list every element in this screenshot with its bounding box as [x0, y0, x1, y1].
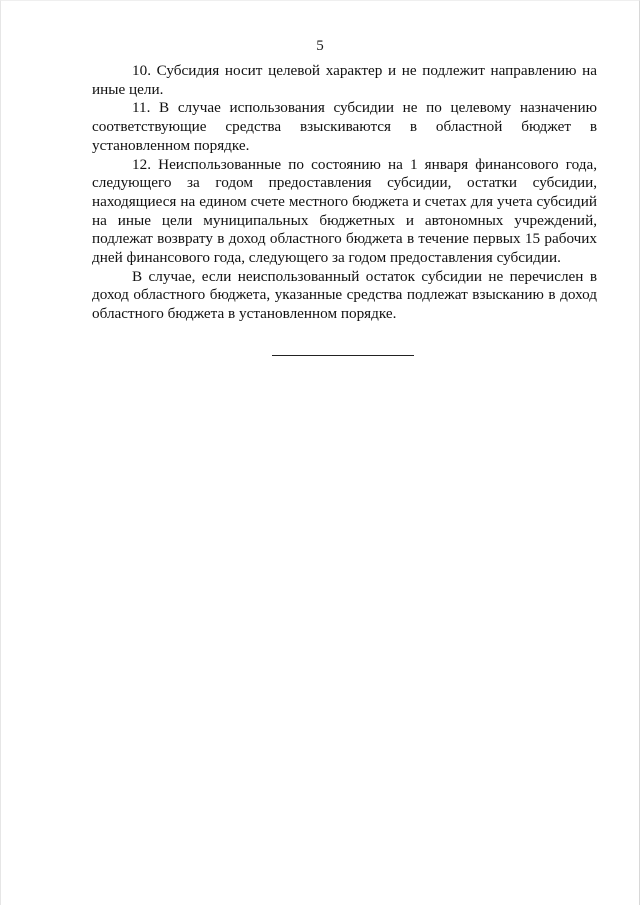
paragraph-12-continuation: В случае, если неиспользованный остаток субсидии не перечислен в доход областного бюджета, указанные средства подлежат взысканию в доход областного бюджета в установленном порядке. [92, 267, 597, 323]
paragraph-12: 12. Неиспользованные по состоянию на 1 января финансового года, следующего за годом предоставления субсидии, остатки субсидии, находящиеся на едином счете местного бюджета и счетах для учета субсидий на иные цели муниципальных бюджетных и автономных учреждений, подлежат возврату в доход областного бюджета в течение первых 15 рабочих дней финансового года, следующего за годом предоставления субсидии. [92, 155, 597, 267]
end-separator-line [272, 355, 414, 356]
paragraph-10: 10. Субсидия носит целевой характер и не подлежит направлению на иные цели. [92, 62, 597, 98]
document-body [92, 62, 597, 324]
page-number: 5 [316, 38, 324, 54]
paragraph-11: 11. В случае использования субсидии не по целевому назначению соответствующие средства взыскиваются в областной бюджет в установленном порядке. [92, 99, 597, 154]
